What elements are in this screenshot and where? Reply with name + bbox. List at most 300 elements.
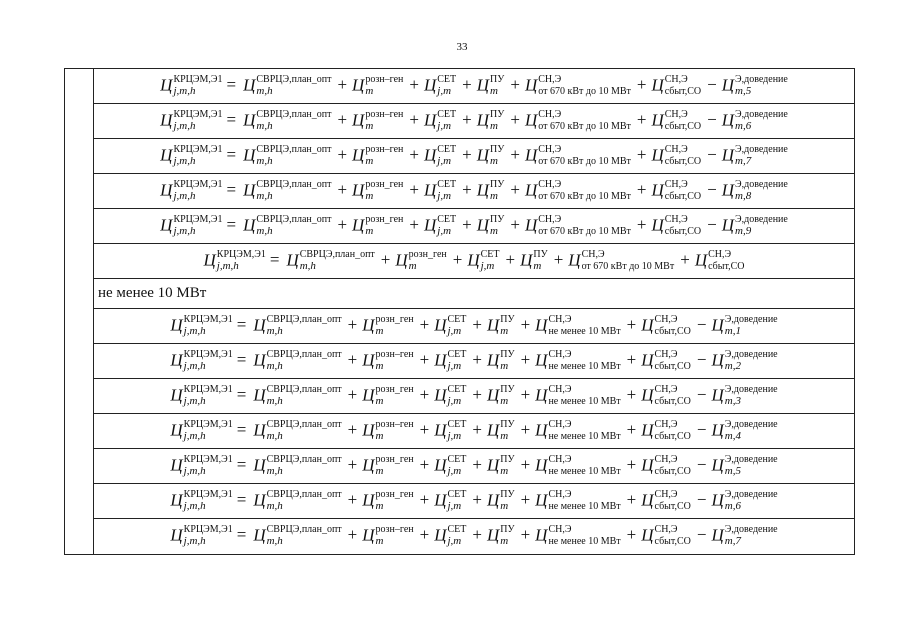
term-subscript: j,m,h [173,84,196,97]
page-number: 33 [456,41,468,53]
term-scripts [665,179,701,202]
term-superscript: КРЦЭМ,Э1 [173,108,223,120]
term-superscript: розн–ген [375,524,414,535]
term-scripts [447,454,466,477]
term-scripts [447,349,466,372]
price-symbol: Ц [286,249,299,269]
term-scripts [173,109,222,132]
term-superscript: СН,Э [548,488,572,500]
term-scripts [665,74,701,97]
formula-term [456,145,504,168]
operator: + [347,349,358,369]
term-scripts [267,314,342,337]
price-symbol: Ц [486,349,500,369]
term-superscript: ПУ [533,248,548,260]
term-subscript: сбыт,СО [654,430,691,442]
term-superscript: розн–ген [365,73,404,85]
formula-term [403,145,456,168]
term-scripts [447,524,466,547]
term-superscript: СВРЦЭ,план_опт [256,213,332,225]
price-symbol: Ц [711,525,724,545]
price-symbol: Ц [476,144,490,164]
operator: + [553,249,564,269]
operator: + [462,109,472,129]
term-superscript: СЕТ [437,143,457,155]
price-symbol: Ц [253,349,266,369]
operator: + [472,454,482,474]
term-superscript: СЕТ [447,453,467,465]
term-scripts [548,349,620,372]
operator: + [472,525,482,545]
price-symbol: Ц [486,419,500,439]
formula-term [414,455,467,478]
formula-row [94,69,854,104]
term-superscript: СН,Э [538,73,562,85]
term-subscript: m [500,499,509,512]
price-symbol: Ц [362,349,375,369]
price-symbol: Ц [524,144,538,164]
operator: + [636,179,647,199]
price-symbol: Ц [476,179,490,199]
term-subscript: m,h [256,84,273,97]
term-superscript: СН,Э [548,418,572,430]
formula [170,350,777,373]
formula-term [456,180,504,203]
term-superscript: Э,доведение [724,313,778,325]
operator: + [409,179,419,199]
formula-row [94,174,854,209]
formula-term [691,420,778,443]
term-superscript: ПУ [490,73,505,85]
operator: + [472,419,482,439]
formula-term [243,110,331,133]
formula [160,145,788,168]
operator: + [337,109,348,129]
formula-row [94,449,854,484]
operator: + [347,419,358,439]
price-symbol: Ц [434,419,447,439]
term-scripts [481,249,500,272]
price-symbol: Ц [486,314,500,334]
term-scripts [267,454,342,477]
term-scripts [365,109,403,132]
formula-term [548,250,675,273]
term-scripts [376,454,414,477]
term-superscript: Э,доведение [735,73,788,85]
term-subscript: не менее 10 МВт [548,500,621,512]
formula-term [466,455,514,478]
term-scripts [500,489,514,512]
equals-sign: = [226,214,237,234]
term-superscript: розн_ген [408,248,447,260]
price-symbol: Ц [362,454,375,474]
term-superscript: СН,Э [538,108,562,120]
term-superscript: СЕТ [447,524,467,535]
term-subscript: m [365,189,374,202]
term-scripts [500,314,514,337]
formula-term [515,490,621,513]
operator: + [626,454,637,474]
term-superscript: СН,Э [548,453,572,465]
formula-row [94,519,854,554]
term-subscript: сбыт,СО [654,465,691,477]
term-scripts [267,419,342,442]
term-superscript: СН,Э [548,313,572,325]
price-symbol: Ц [524,214,538,234]
term-subscript: m [375,429,384,442]
price-symbol: Ц [160,74,173,94]
price-symbol: Ц [243,109,256,129]
term-scripts [184,349,233,372]
term-scripts [376,349,414,372]
term-subscript: j,m [447,535,462,547]
term-superscript: СН,Э [538,178,562,190]
term-superscript: СЕТ [437,178,457,190]
operator: + [409,109,419,129]
price-symbol: Ц [651,214,664,234]
price-symbol: Ц [243,144,256,164]
term-subscript: от 670 кВт до 10 МВт [538,155,631,167]
formula-term [414,315,467,338]
price-symbol: Ц [486,454,500,474]
term-subscript: j,m,h [173,154,196,167]
price-symbol: Ц [711,349,724,369]
formula-row [94,309,854,344]
formula-term [414,350,467,373]
price-symbol: Ц [641,314,654,334]
operator: + [419,419,430,439]
formula-term [331,145,403,168]
term-scripts [582,249,675,272]
equals-sign: = [226,109,237,129]
formula [170,315,777,338]
term-scripts [725,314,778,337]
term-subscript: j,m [480,259,495,272]
term-subscript: не менее 10 МВт [548,536,621,547]
term-superscript: СЕТ [437,73,457,85]
price-symbol: Ц [423,179,437,199]
formula-term [456,215,504,238]
operator: − [707,109,717,129]
term-subscript: сбыт,СО [664,85,702,97]
operator: + [520,314,531,334]
term-subscript: m [375,324,384,337]
formula-lhs [170,490,232,513]
formula-term [342,385,414,408]
term-scripts [447,314,466,337]
term-subscript: от 670 кВт до 10 МВт [538,120,631,132]
term-scripts [365,214,403,237]
price-symbol: Ц [423,144,437,164]
price-symbol: Ц [203,249,216,269]
formula-term [253,350,341,373]
term-scripts [725,349,778,372]
term-subscript: m [375,464,384,477]
operator: + [380,249,391,269]
term-superscript: Э,доведение [724,488,778,500]
term-scripts [490,179,504,202]
term-scripts [437,144,456,167]
term-superscript: ПУ [500,383,515,395]
formula-row [94,414,854,449]
formula-term [500,250,548,273]
operator: − [696,314,707,334]
term-scripts [256,109,331,132]
formula-term [504,215,631,238]
term-superscript: розн_ген [365,178,404,190]
term-scripts [490,214,504,237]
term-superscript: СН,Э [664,143,688,155]
term-superscript: СВРЦЭ,план_опт [266,524,342,535]
operator: + [419,349,430,369]
term-superscript: СН,Э [548,524,572,535]
term-superscript: СЕТ [437,108,457,120]
term-subscript: m,h [256,119,273,132]
formula-term [515,385,621,408]
term-subscript: m,4 [724,429,741,442]
equals-sign: = [269,249,280,269]
formula-term [631,180,701,203]
formula-lhs [170,525,232,548]
formula-row [94,139,854,174]
formula-term [342,315,414,338]
term-superscript: КРЦЭМ,Э1 [173,73,223,85]
price-symbol: Ц [243,179,256,199]
term-superscript: СН,Э [538,143,562,155]
term-subscript: не менее 10 МВт [548,465,621,477]
operator: + [636,109,647,129]
term-subscript: j,m,h [173,119,196,132]
operator: + [419,384,430,404]
term-superscript: КРЦЭМ,Э1 [183,418,233,430]
term-subscript: m [490,84,498,97]
price-symbol: Ц [352,179,365,199]
price-symbol: Ц [535,454,548,474]
term-subscript: j,m [437,154,452,167]
term-subscript: j,m,h [216,259,239,272]
operator: − [696,454,707,474]
formula [204,250,745,273]
formula-term [456,75,504,98]
operator: − [696,419,707,439]
price-symbol: Ц [535,419,548,439]
operator: + [347,314,358,334]
term-subscript: сбыт,СО [664,190,702,202]
price-symbol: Ц [721,214,735,234]
price-symbol: Ц [434,454,447,474]
equals-sign: = [236,489,247,509]
operator: + [462,144,472,164]
price-symbol: Ц [721,109,735,129]
formula-lhs [160,75,222,98]
formula-row [94,209,854,244]
formula-term [701,110,788,133]
operator: + [626,384,637,404]
term-subscript: m [490,224,498,237]
term-superscript: СЕТ [447,348,467,360]
price-symbol: Ц [243,74,256,94]
term-superscript: розн–ген [365,143,404,155]
term-scripts [725,419,778,442]
formula-term [504,145,631,168]
formula [160,75,788,98]
price-symbol: Ц [434,525,447,545]
term-subscript: сбыт,СО [664,120,702,132]
term-superscript: ПУ [490,213,505,225]
price-symbol: Ц [641,454,654,474]
term-subscript: m,9 [735,224,752,237]
formula-term [515,350,621,373]
price-symbol: Ц [641,384,654,404]
term-subscript: m,h [266,359,283,372]
term-subscript: j,m,h [183,535,206,547]
price-symbol: Ц [711,489,724,509]
term-superscript: КРЦЭМ,Э1 [183,348,233,360]
term-subscript: j,m [447,394,462,407]
term-scripts [708,249,744,272]
price-symbol: Ц [352,144,365,164]
formula-term [253,525,341,548]
term-superscript: СВРЦЭ,план_опт [266,383,342,395]
equals-sign: = [226,179,237,199]
operator: + [419,454,430,474]
term-scripts [735,74,788,97]
formula-term [342,350,414,373]
term-superscript: СН,Э [708,248,732,260]
operator: + [626,349,637,369]
term-scripts [267,384,342,407]
term-subscript: m [375,499,384,512]
formula-lhs [160,215,222,238]
term-subscript: m [490,119,498,132]
price-symbol: Ц [651,109,664,129]
term-scripts [184,524,233,547]
term-subscript: m,5 [724,464,741,477]
term-superscript: Э,доведение [724,453,778,465]
term-scripts [655,314,691,337]
term-subscript: j,m,h [183,464,206,477]
operator: + [419,314,430,334]
term-scripts [447,489,466,512]
formula [170,385,777,408]
operator: − [707,179,717,199]
price-symbol: Ц [170,525,183,545]
formula-term [631,75,701,98]
term-scripts [447,419,466,442]
term-scripts [173,74,222,97]
term-subscript: m [533,259,542,272]
term-scripts [365,179,403,202]
term-subscript: m,h [266,499,283,512]
term-subscript: j,m [437,119,452,132]
formula-term [631,110,701,133]
term-superscript: СВРЦЭ,план_опт [266,348,342,360]
term-scripts [437,74,456,97]
term-subscript: m,h [266,464,283,477]
operator: − [707,144,717,164]
term-subscript: m [500,535,509,547]
term-subscript: не менее 10 МВт [548,430,621,442]
term-scripts [376,524,414,547]
price-symbol: Ц [362,489,375,509]
term-superscript: КРЦЭМ,Э1 [216,248,266,260]
price-symbol: Ц [170,489,183,509]
operator: + [452,249,463,269]
price-symbol: Ц [170,419,183,439]
price-symbol: Ц [170,314,183,334]
price-symbol: Ц [524,74,538,94]
term-subscript: j,m [447,359,462,372]
formula [170,420,777,443]
price-symbol: Ц [467,249,480,269]
term-scripts [538,179,631,202]
term-scripts [173,144,222,167]
price-symbol: Ц [362,419,375,439]
term-scripts [267,349,342,372]
term-subscript: m [408,259,417,272]
formula-term [466,315,514,338]
operator: + [636,74,647,94]
formula-term [701,180,788,203]
price-symbol: Ц [253,454,266,474]
operator: + [462,214,472,234]
price-symbol: Ц [253,489,266,509]
operator: + [462,179,472,199]
term-superscript: КРЦЭМ,Э1 [173,178,223,190]
term-scripts [437,214,456,237]
term-superscript: Э,доведение [735,143,788,155]
term-subscript: m [490,154,498,167]
term-scripts [376,384,414,407]
operator: − [696,384,707,404]
term-superscript: СН,Э [654,488,678,500]
term-subscript: m,2 [724,359,741,372]
equals-sign: = [236,384,247,404]
price-symbol: Ц [535,349,548,369]
term-superscript: ПУ [500,453,515,465]
term-subscript: j,m,h [173,224,196,237]
operator: − [696,489,707,509]
operator: + [520,454,531,474]
term-scripts [217,249,266,272]
operator: + [347,525,358,545]
term-scripts [267,524,342,547]
price-symbol: Ц [362,314,375,334]
term-superscript: розн_ген [375,313,414,325]
term-superscript: СН,Э [664,108,688,120]
term-superscript: Э,доведение [735,108,788,120]
term-subscript: m [500,359,509,372]
formula-term [621,350,691,373]
term-scripts [173,179,222,202]
term-subscript: m,h [256,224,273,237]
operator: + [337,74,348,94]
term-subscript: m,h [256,154,273,167]
price-symbol: Ц [170,384,183,404]
price-symbol: Ц [362,384,375,404]
price-symbol: Ц [711,419,724,439]
formula-lhs [170,350,232,373]
term-subscript: m,h [266,535,283,547]
term-superscript: Э,доведение [735,178,788,190]
price-symbol: Ц [641,489,654,509]
term-subscript: m [375,359,384,372]
price-symbol: Ц [641,525,654,545]
price-symbol: Ц [711,314,724,334]
table-rows [94,69,854,554]
term-scripts [184,489,233,512]
formula-term [331,75,403,98]
